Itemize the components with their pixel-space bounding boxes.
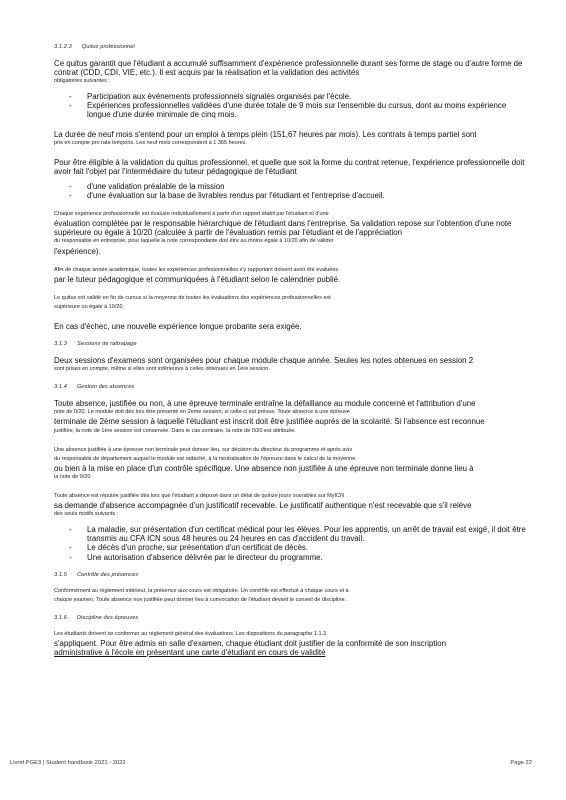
paragraph: Pour être éligible à la validation du quitus professionnel, et quelle que soit la forme du contrat retenue, l'expérience professionnelle doit avoir fait l'objet par l'intermédiaire du tuteur pédagogique de l'étudiant	[54, 157, 525, 176]
document-page	[54, 44, 532, 657]
paragraph: obligatoires suivantes :	[54, 78, 110, 85]
paragraph-underlined: administrative à l'école en présentant une carte d'étudiant en cours de validité	[54, 648, 326, 658]
paragraph: pris en compte pro rata temporis. Les neuf mois correspondent à 1 365 heures.	[54, 139, 247, 146]
paragraph: La durée de neuf mois s'entend pour un emploi à temps plein (151,67 heures par mois). Les contrats à temps partiel sont	[54, 129, 477, 139]
paragraph: justifiée, la note de 1ère session est conservée. Dans le cas contraire, la note de 0/20 est attribuée.	[54, 427, 296, 434]
list-item: - Le décès d'un proche, sur présentation d'un certificat de décès.	[54, 543, 532, 552]
paragraph: Une absence justifiée à une épreuve non terminale peut donner lieu, sur décision du directeur du programme et après avis	[54, 446, 353, 453]
paragraph: ou bien à la mise en place d'un contrôle spécifique. Une absence non justifiée à une épreuve non terminale donne lieu à	[54, 463, 474, 473]
paragraph: sont prises en compte, même si elles sont inférieures à celles obtenues en 1ère session.	[54, 366, 270, 373]
paragraph: du responsable de département auquel le module est rattaché, à la neutralisation de l'épreuve dans le calcul de la moyenne	[54, 455, 356, 462]
section-heading: 3.1.3 Sessions de rattrapage	[54, 341, 137, 348]
paragraph: note de 0/20. Le module doit dès lors être présenté en 2ème session, si celle-ci est prévue. Toute absence à une épreuve	[54, 409, 350, 416]
paragraph: s'appliquent. Pour être admis en salle d'examen, chaque étudiant doit justifier de la conformité de son inscription	[54, 638, 447, 648]
section-heading: 3.1.6 Discipline des épreuves	[54, 614, 139, 621]
paragraph: du responsable en entreprise, pour laquelle la note correspondante doit être au moins égale à 10/20 afin de valider	[54, 238, 334, 245]
paragraph: supérieure ou égale à 10/20.	[54, 303, 125, 310]
paragraph: Afin de chaque année académique, toutes les expériences professionnelles s'y rapportant doivent avoir été évaluées	[54, 266, 339, 273]
paragraph: Toute absence est réputée justifiée dès lors que l'étudiant a déposé dans un délai de quinze jours ouvrables sur MyICN	[54, 493, 344, 499]
list-item: - Participation aux événements professionnels signalés organisés par l'école.	[54, 92, 532, 101]
list-item: - La maladie, sur présentation d'un certificat médical pour les élèves. Pour les apprentis, un arrêt de travail est exigé, il doit être transmis au CFA ICN sous 48 heures ou 24 heures en cas d'accident du travail.	[54, 525, 532, 543]
paragraph: Chaque expérience professionnelle est évaluée individuellement à partir d'un rapport établi par l'étudiant et d'une	[54, 211, 329, 218]
footer-left: Livret PGE3 | Student handbook 2021 - 2022	[10, 760, 126, 766]
paragraph: la note de 0/20.	[54, 473, 92, 480]
page-footer	[10, 760, 532, 766]
bullet-list	[54, 92, 532, 119]
paragraph: Deux sessions d'examens sont organisées pour chaque module chaque année. Seules les notes obtenues en session 2	[54, 356, 474, 366]
page-number: Page 22	[510, 760, 532, 766]
paragraph: des seuls motifs suivants :	[54, 511, 119, 518]
list-item: - Une autorisation d'absence délivrée par le directeur du programme.	[54, 553, 532, 562]
paragraph: Les étudiants doivent se conformer au règlement général des évaluations. Les dispositions du paragraphe 1.1.3	[54, 630, 327, 637]
section-heading: 3.1.5 Contrôle des présences	[54, 571, 139, 578]
list-item: - Expériences professionnelles validées d'une durée totale de 9 mois sur l'ensemble du cursus, dont au moins expérience longue d'une durée minimale de cinq mois.	[54, 101, 532, 119]
paragraph: Conformément au règlement intérieur, la présence aux cours est obligatoire. Un contrôle est effectué à chaque cours et à	[54, 587, 349, 594]
section-heading: 3.1.2.3 Quitus professionnel	[54, 44, 135, 50]
section-heading: 3.1.4 Gestion des absences	[54, 384, 135, 391]
paragraph: Ce quitus garantit que l'étudiant a accumulé suffisamment d'expérience professionnelle durant ses forme de stage ou d'autre forme de contrat (CDD, CDI, VIE, etc.). Il est acquis par la réalisation et la validation des activités	[54, 59, 523, 78]
list-item: - d'une validation préalable de la mission	[54, 182, 532, 191]
paragraph: par le tuteur pédagogique et communiquées à l'étudiant selon le calendrier publié.	[54, 274, 341, 284]
bullet-list	[54, 525, 532, 561]
paragraph: En cas d'échec, une nouvelle expérience longue probante sera exigée.	[54, 321, 302, 331]
paragraph: Le quitus est validé en fin de cursus si la moyenne de toutes les évaluations des expériences professionnelles est	[54, 294, 331, 301]
paragraph: chaque examen. Toute absence non justifiée peut donner lieu à convocation de l'étudiant devant le conseil de discipline.	[54, 596, 347, 603]
paragraph: Toute absence, justifiée ou non, à une épreuve terminale entraîne la défaillance au module concerné et l'attribution d'une	[54, 399, 476, 409]
paragraph: terminale de 2ème session à laquelle l'étudiant est inscrit doit être justifiée auprès de la scolarité. Si l'absence est reconnue	[54, 417, 485, 427]
paragraph: sa demande d'absence accompagnée d'un justificatif recevable. Le justificatif authentique n'est recevable que s'il relève	[54, 501, 472, 511]
paragraph: évaluation complétée par le responsable hiérarchique de l'étudiant dans l'entreprise. Sa validation repose sur l'obtention d'une note supérieure ou égale à 10/20 (calculée à partir de l'évaluation remis par l'étudiant et de l'appréciation	[54, 219, 512, 238]
paragraph: l'expérience).	[54, 246, 101, 256]
list-item: - d'une évaluation sur la base de livrables rendus par l'étudiant et l'entreprise d'accueil.	[54, 191, 532, 200]
bullet-list	[54, 182, 532, 200]
